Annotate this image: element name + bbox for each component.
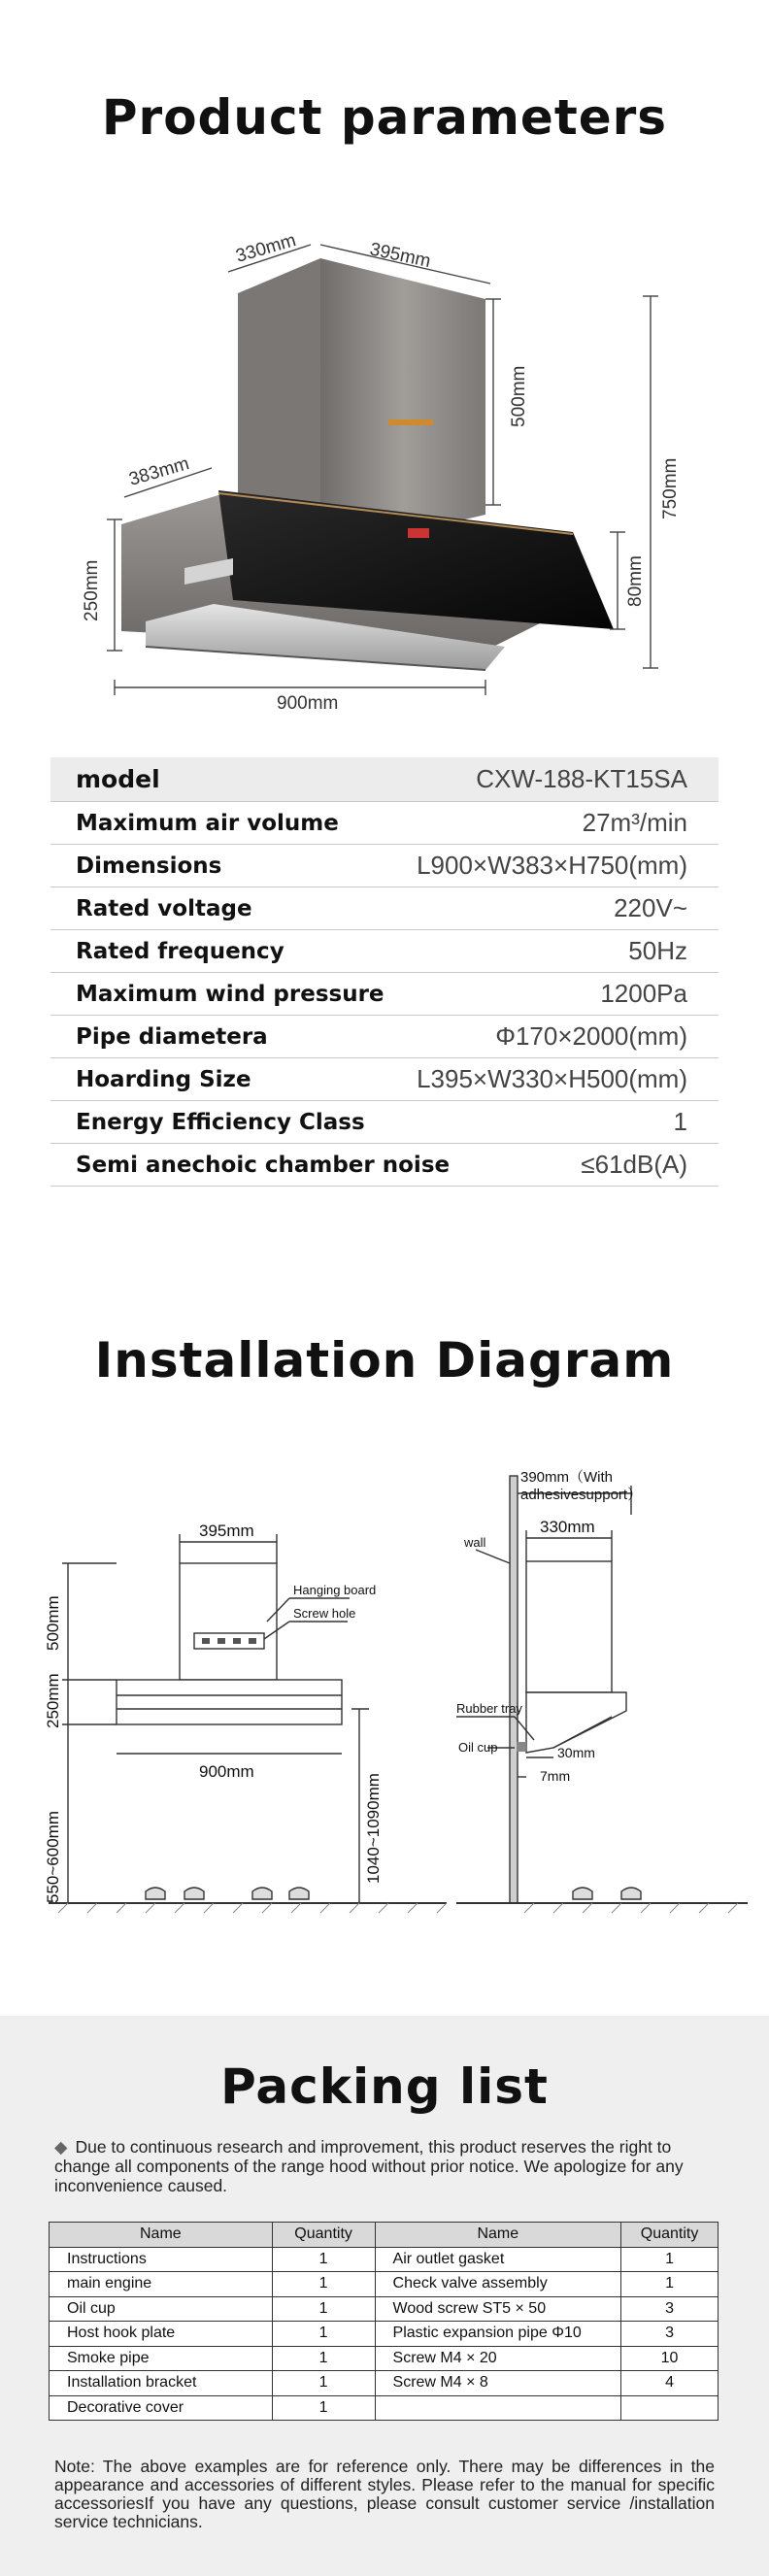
item-quantity: 1 <box>272 2395 375 2421</box>
product-parameters-title: Product parameters <box>101 89 668 146</box>
item-name: Host hook plate <box>50 2322 273 2347</box>
spec-value: 1200Pa <box>600 979 687 1008</box>
dim-side-depth: 383mm <box>126 453 192 490</box>
spec-row <box>50 845 719 887</box>
side-hatching <box>524 1903 738 1913</box>
packing-header-quantity: Quantity <box>272 2223 375 2248</box>
packing-header-row <box>50 2223 719 2248</box>
item-name: Decorative cover <box>50 2395 273 2421</box>
installation-diagram-title: Installation Diagram <box>94 1332 675 1388</box>
dim-chimney-height: 500mm <box>509 365 529 427</box>
dim-top-depth: 330mm <box>233 230 299 267</box>
packing-header-name: Name <box>375 2223 621 2248</box>
spec-value: ≤61dB(A) <box>581 1150 687 1179</box>
burners <box>146 1888 309 1899</box>
item-name: Check valve assembly <box>375 2272 621 2297</box>
front-range-550: 550~600mm <box>44 1811 62 1903</box>
oil-cup <box>517 1742 526 1752</box>
dim-front-height: 80mm <box>625 555 646 607</box>
item-quantity: 1 <box>272 2371 375 2396</box>
hatching <box>58 1903 447 1913</box>
brand-logo <box>388 419 433 425</box>
item-name: Screw M4 × 20 <box>375 2346 621 2371</box>
item-quantity: 1 <box>272 2247 375 2272</box>
spec-value: 1 <box>673 1107 687 1136</box>
spec-row <box>50 802 719 845</box>
table-row <box>50 2395 719 2421</box>
packing-notice <box>54 2137 715 2195</box>
table-row <box>50 2322 719 2347</box>
rubber-tray-label: Rubber tray <box>456 1701 522 1716</box>
spec-row <box>50 1016 719 1058</box>
item-quantity: 1 <box>272 2296 375 2322</box>
packing-footnote: Note: The above examples are for reference only. There may be differences in the appearance and accessories of different styles. Please refer to the manual for specific accessoriesIf you have any questions, please consult customer service /installation service technicians. <box>54 2457 715 2531</box>
product-dimension-drawing <box>0 223 769 728</box>
installation-front-view <box>39 1515 466 1942</box>
item-name: Screw M4 × 8 <box>375 2371 621 2396</box>
item-name: Air outlet gasket <box>375 2247 621 2272</box>
spec-row <box>50 1058 719 1101</box>
spec-row <box>50 1101 719 1144</box>
spec-label: Rated frequency <box>76 938 284 964</box>
spec-row <box>50 887 719 930</box>
item-quantity: 1 <box>272 2272 375 2297</box>
spec-row <box>50 1144 719 1187</box>
screw-hole-label: Screw hole <box>293 1606 356 1621</box>
spec-value: 50Hz <box>628 936 687 965</box>
item-name: Wood screw ST5 × 50 <box>375 2296 621 2322</box>
item-quantity: 1 <box>272 2346 375 2371</box>
packing-table <box>49 2222 719 2421</box>
side-depth-330: 330mm <box>540 1518 595 1536</box>
spec-value: 220V~ <box>614 893 687 922</box>
spec-value: L900×W383×H750(mm) <box>417 851 687 880</box>
spec-label: Pipe diametera <box>76 1023 268 1050</box>
spec-value: L395×W330×H500(mm) <box>417 1064 687 1093</box>
item-name: main engine <box>50 2272 273 2297</box>
side-d7: 7mm <box>540 1768 571 1784</box>
table-row <box>50 2247 719 2272</box>
item-quantity: 1 <box>272 2322 375 2347</box>
front-h-500: 500mm <box>44 1595 62 1651</box>
spec-table <box>50 757 719 1187</box>
item-name: Installation bracket <box>50 2371 273 2396</box>
wall-label: wall <box>464 1535 486 1550</box>
packing-list-title: Packing list <box>220 2058 549 2115</box>
hanging-board-label: Hanging board <box>293 1583 377 1597</box>
spec-label: model <box>76 765 160 793</box>
item-quantity: 10 <box>621 2346 719 2371</box>
front-width-top: 395mm <box>199 1522 254 1540</box>
spec-value: Φ170×2000(mm) <box>495 1021 687 1051</box>
control-display <box>408 528 429 538</box>
packing-header-quantity: Quantity <box>621 2223 719 2248</box>
item-name <box>375 2395 621 2421</box>
item-name: Plastic expansion pipe Φ10 <box>375 2322 621 2347</box>
spec-row <box>50 930 719 973</box>
dim-top-width: 395mm <box>367 239 433 273</box>
front-range-1040: 1040~1090mm <box>364 1773 383 1884</box>
dim-total-height: 750mm <box>660 457 681 519</box>
item-quantity <box>621 2395 719 2421</box>
table-row <box>50 2346 719 2371</box>
item-quantity: 1 <box>621 2272 719 2297</box>
spec-label: Energy Efficiency Class <box>76 1109 365 1135</box>
spec-row <box>50 757 719 802</box>
side-depth-390: 390mm（With <box>520 1469 614 1486</box>
front-h-250: 250mm <box>44 1673 62 1728</box>
spec-label: Dimensions <box>76 853 222 879</box>
spec-row <box>50 973 719 1016</box>
item-name: Smoke pipe <box>50 2346 273 2371</box>
item-quantity: 1 <box>621 2247 719 2272</box>
installation-side-view <box>456 1456 748 1942</box>
side-adhesive: adhesivesupport） <box>520 1487 643 1503</box>
spec-label: Hoarding Size <box>76 1066 251 1092</box>
side-burners <box>573 1888 641 1899</box>
side-d30: 30mm <box>557 1745 595 1760</box>
dim-width: 900mm <box>277 693 339 714</box>
item-name: Oil cup <box>50 2296 273 2322</box>
item-quantity: 3 <box>621 2322 719 2347</box>
table-row <box>50 2371 719 2396</box>
oil-cup-label: Oil cup <box>458 1740 498 1755</box>
spec-label: Maximum wind pressure <box>76 981 384 1007</box>
item-quantity: 4 <box>621 2371 719 2396</box>
table-row <box>50 2272 719 2297</box>
diamond-bullet-icon: ◆ <box>54 2137 68 2157</box>
item-quantity: 3 <box>621 2296 719 2322</box>
item-name: Instructions <box>50 2247 273 2272</box>
spec-value: CXW-188-KT15SA <box>476 764 687 793</box>
spec-value: 27m³/min <box>582 808 687 837</box>
table-row <box>50 2296 719 2322</box>
spec-label: Rated voltage <box>76 895 252 921</box>
front-width-900: 900mm <box>199 1762 254 1781</box>
spec-label: Maximum air volume <box>76 810 339 836</box>
dim-body-height: 250mm <box>82 559 102 621</box>
packing-notice-text: Due to continuous research and improvement, this product reserves the right to change all components of the range hood without prior notice. We apologize for any inconvenience caused. <box>54 2137 684 2195</box>
packing-header-name: Name <box>50 2223 273 2248</box>
spec-label: Semi anechoic chamber noise <box>76 1152 451 1178</box>
